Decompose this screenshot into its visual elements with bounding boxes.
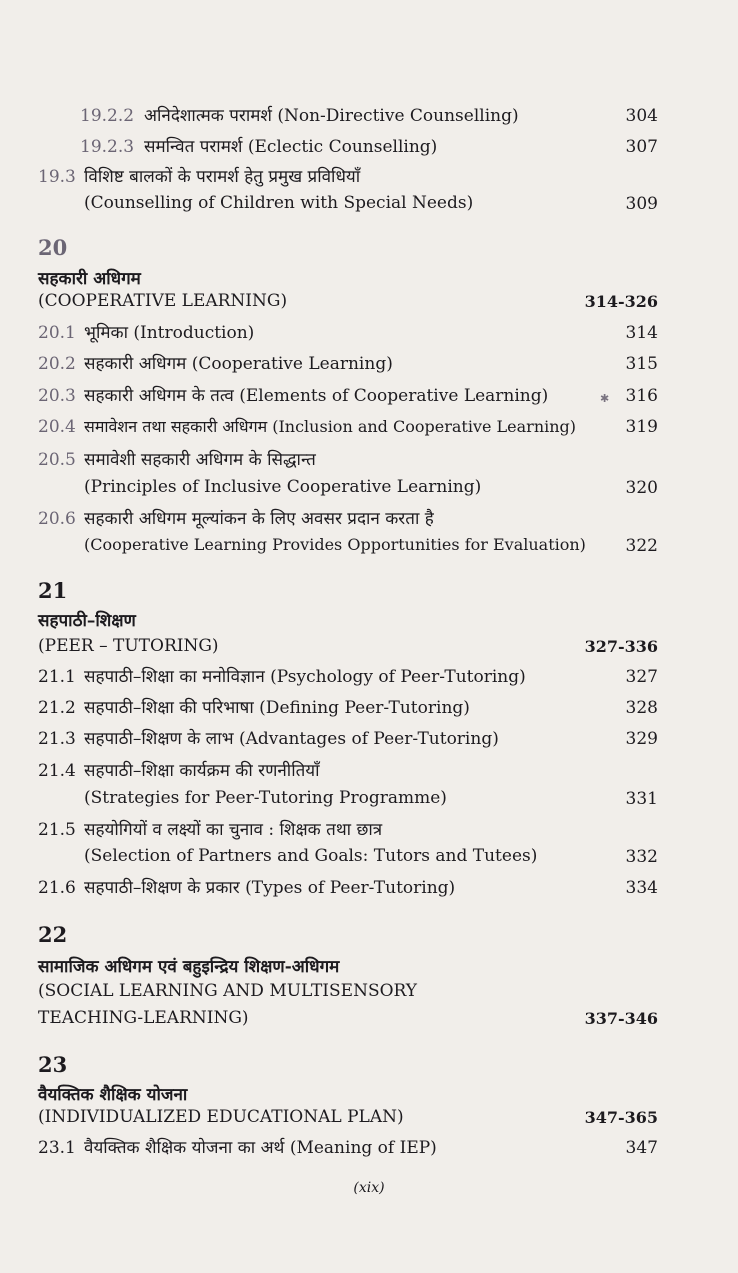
chapter-title-hindi: सहपाठी–शिक्षण [38,611,136,631]
entry-title-continued: (Selection of Partners and Goals: Tutors and Tutees) [84,846,538,866]
entry-title: समन्वित परामर्श (Eclectic Counselling) [144,137,438,157]
entry-page: 314 [625,323,658,343]
entry-page: 332 [625,847,658,867]
page-folio: (xix) [353,1180,385,1196]
entry-title-continued: (Strategies for Peer-Tutoring Programme) [84,788,447,808]
entry-number: 19.2.3 [80,137,135,157]
chapter-title-english: (SOCIAL LEARNING AND MULTISENSORY [38,981,418,1001]
entry-number: 20.4 [38,417,76,437]
entry-number: 23.1 [38,1138,76,1158]
entry-page: 322 [625,536,658,556]
chapter-title-english-block [38,978,658,1032]
entry-title: सहपाठी–शिक्षा कार्यक्रम की रणनीतियाँ [84,761,320,781]
entry-number: 20.6 [38,509,76,529]
entry-page: 331 [625,789,658,809]
entry-page: 320 [625,478,658,498]
chapter-title-english-row [38,288,658,315]
chapter-number: 20 [38,235,68,260]
entry-page: 309 [625,194,658,214]
entry-page: 328 [625,698,658,718]
entry-number: 21.2 [38,698,76,718]
entry-title: सहपाठी–शिक्षण के प्रकार (Types of Peer-Tutoring) [84,878,456,898]
entry-number: 21.5 [38,820,76,840]
entry-page: 315 [625,354,658,374]
entry-title: सहकारी अधिगम (Cooperative Learning) [84,354,393,374]
entry-page: 304 [625,106,658,126]
entry-page: 329 [625,729,658,749]
entry-number: 20.1 [38,323,76,343]
entry-title: समावेशी सहकारी अधिगम के सिद्धान्त [84,450,316,470]
entry-number: 20.3 [38,386,76,406]
chapter-number: 23 [38,1052,68,1077]
chapter-title-english-row [38,633,658,660]
entry-title: अनिदेशात्मक परामर्श (Non-Directive Counselling) [144,106,519,126]
chapter-page-range: 337-346 [584,1009,658,1028]
entry-number: 21.1 [38,667,76,687]
chapter-page-range: 347-365 [584,1108,658,1127]
chapter-title-english: TEACHING-LEARNING) [38,1008,249,1028]
entry-title: सहयोगियों व लक्ष्यों का चुनाव : शिक्षक तथा छात्र [84,820,383,840]
entry-number: 21.6 [38,878,76,898]
entry-title: वैयक्तिक शैक्षिक योजना का अर्थ (Meaning of IEP) [84,1138,437,1158]
entry-number: 21.3 [38,729,76,749]
chapter-number: 21 [38,578,68,603]
entry-number: 20.5 [38,450,76,470]
entry-number: 20.2 [38,354,76,374]
chapter-title-hindi: सामाजिक अधिगम एवं बहुइन्द्रिय शिक्षण-अधिगम [38,957,340,977]
entry-title: विशिष्ट बालकों के परामर्श हेतु प्रमुख प्रविधियाँ [84,167,361,187]
chapter-page-range: 314-326 [584,292,658,311]
entry-page: 327 [625,667,658,687]
chapter-page-range: 327-336 [584,637,658,656]
chapter-title-english: (INDIVIDUALIZED EDUCATIONAL PLAN) [38,1107,404,1127]
entry-page: 334 [625,878,658,898]
entry-title: सहकारी अधिगम के तत्व (Elements of Cooperative Learning) [84,386,549,406]
entry-title: भूमिका (Introduction) [84,323,255,343]
entry-title: सहकारी अधिगम मूल्यांकन के लिए अवसर प्रदान करता है [84,509,434,529]
chapter-title-hindi: सहकारी अधिगम [38,269,141,289]
entry-page: 316 [625,386,658,406]
entry-page: 319 [625,417,658,437]
entry-title: सहपाठी–शिक्षण के लाभ (Advantages of Peer-Tutoring) [84,729,499,749]
entry-number: 19.2.2 [80,106,135,126]
entry-number: 21.4 [38,761,76,781]
chapter-title-english: (PEER – TUTORING) [38,636,219,656]
entry-title-continued: (Counselling of Children with Special Needs) [84,193,474,213]
chapter-title-hindi: वैयक्तिक शैक्षिक योजना [38,1085,188,1105]
entry-title-continued: (Principles of Inclusive Cooperative Learning) [84,477,482,497]
chapter-title-english-row [38,1104,658,1131]
stray-mark-icon: ✱ [600,392,610,405]
entry-number: 19.3 [38,167,76,187]
entry-page: 347 [625,1138,658,1158]
entry-title: सहपाठी–शिक्षा का मनोविज्ञान (Psychology of Peer-Tutoring) [84,667,526,687]
entry-title: समावेशन तथा सहकारी अधिगम (Inclusion and Cooperative Learning) [84,417,577,436]
chapter-number: 22 [38,922,68,947]
chapter-title-english: (COOPERATIVE LEARNING) [38,291,288,311]
entry-page: 307 [625,137,658,157]
entry-title-continued: (Cooperative Learning Provides Opportunities for Evaluation) [84,535,586,554]
entry-title: सहपाठी–शिक्षा की परिभाषा (Defining Peer-Tutoring) [84,698,470,718]
